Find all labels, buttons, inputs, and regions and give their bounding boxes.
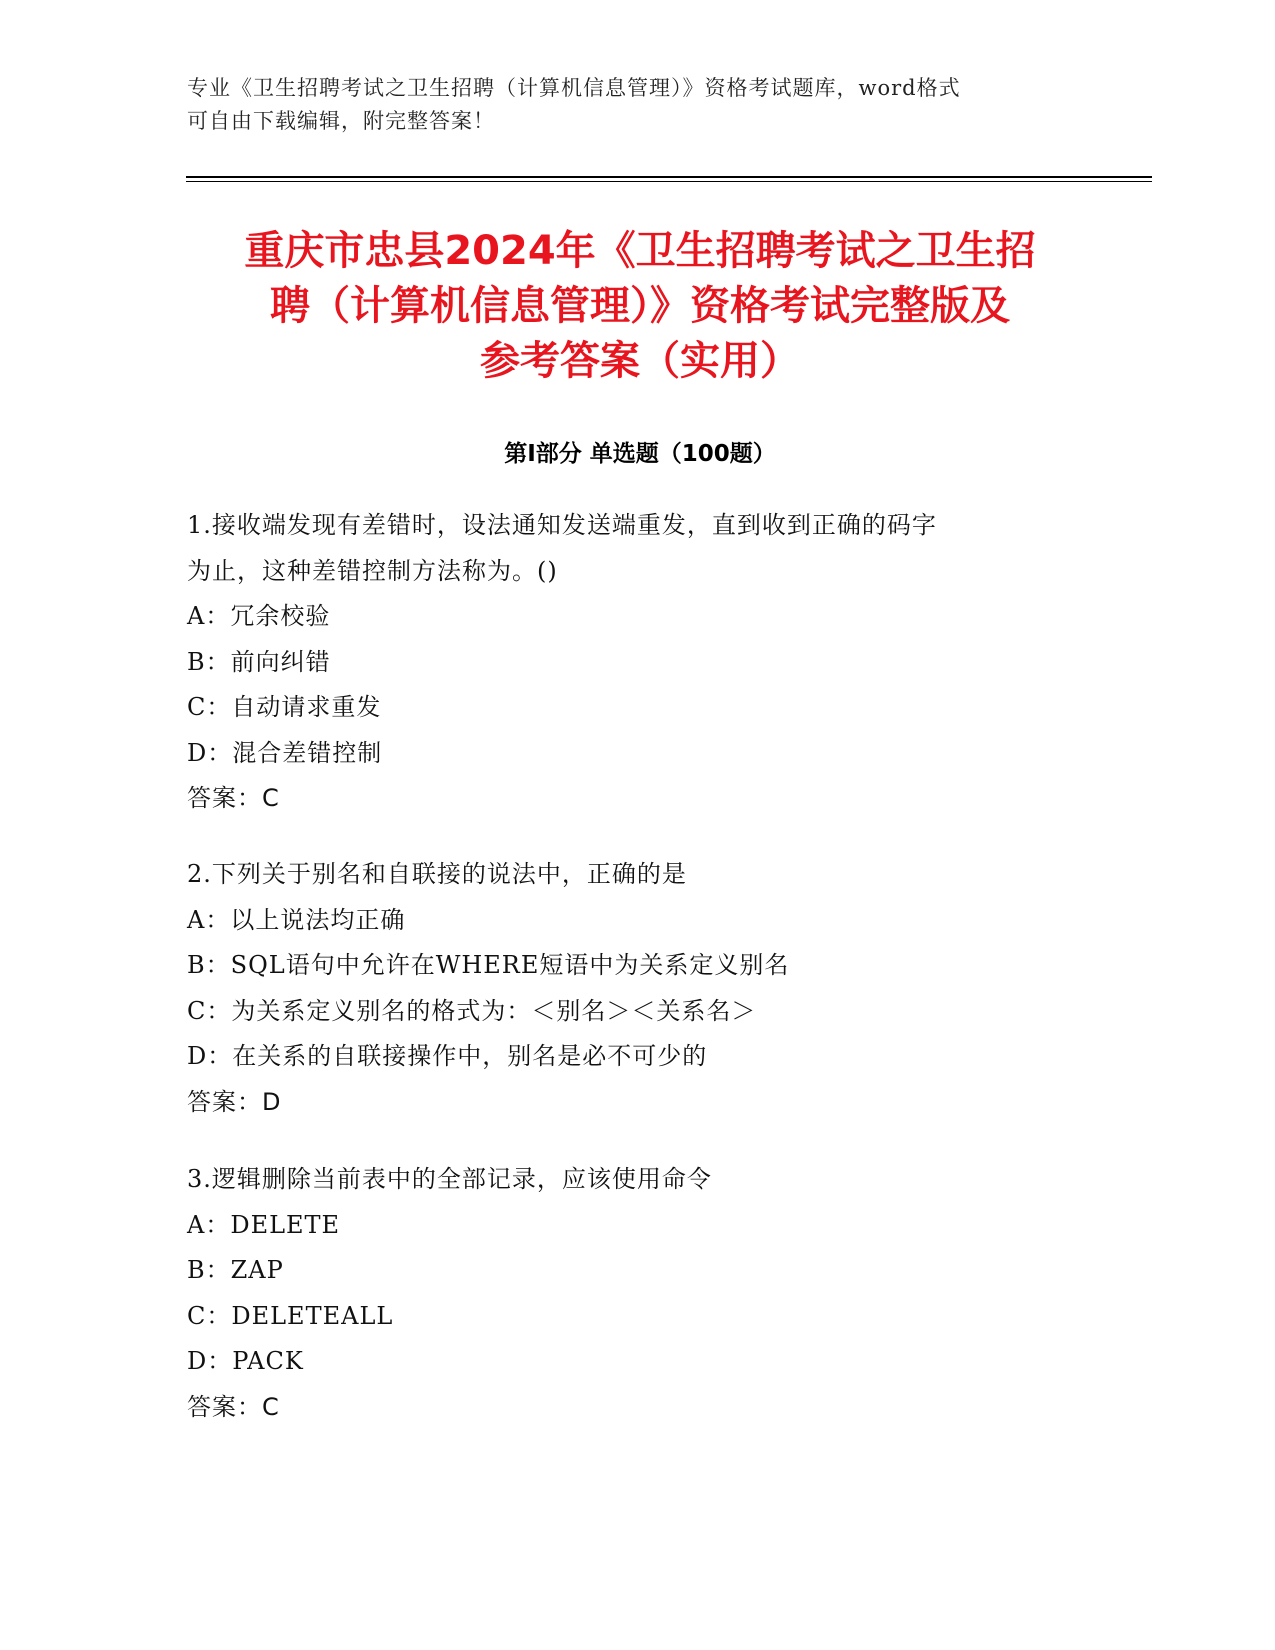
- option-b: B：ZAP: [187, 1256, 284, 1284]
- answer-line: 答案：D: [187, 1087, 282, 1116]
- option-a: A：冗余校验: [187, 602, 331, 630]
- question-2: [187, 852, 1087, 1125]
- question-stem-line: 2.下列关于别名和自联接的说法中，正确的是: [187, 860, 687, 888]
- answer-line: 答案：C: [187, 1392, 280, 1421]
- option-c: C：自动请求重发: [187, 693, 382, 721]
- option-d: D：混合差错控制: [187, 738, 383, 767]
- option-d: D：PACK: [187, 1347, 304, 1375]
- title-line-3: 参考答案（实用）: [480, 338, 800, 384]
- question-3: [187, 1157, 1087, 1430]
- document-title: [160, 224, 1120, 389]
- header-note-line-2: 可自由下载编辑，附完整答案！: [187, 109, 495, 133]
- question-1: [187, 503, 1087, 822]
- option-b: B：前向纠错: [187, 647, 331, 676]
- header-note: [187, 72, 1087, 138]
- option-c: C：DELETEALL: [187, 1301, 394, 1330]
- title-line-1: 重庆市忠县2024年《卫生招聘考试之卫生招: [244, 228, 1036, 274]
- option-a: A：以上说法均正确: [187, 905, 406, 934]
- option-d: D：在关系的自联接操作中，别名是必不可少的: [187, 1042, 708, 1070]
- option-a: A：DELETE: [187, 1210, 341, 1239]
- header-divider-thick: [186, 176, 1152, 178]
- title-line-2: 聘（计算机信息管理）》资格考试完整版及: [270, 283, 1010, 329]
- header-divider-thin: [186, 181, 1152, 182]
- question-stem-line: 3.逻辑删除当前表中的全部记录，应该使用命令: [187, 1165, 712, 1193]
- question-stem-line: 1.接收端发现有差错时，设法通知发送端重发，直到收到正确的码字: [187, 511, 937, 539]
- option-b: B：SQL语句中允许在WHERE短语中为关系定义别名: [187, 951, 790, 979]
- answer-line: 答案：C: [187, 784, 280, 812]
- option-c: C：为关系定义别名的格式为：＜别名＞＜关系名＞: [187, 996, 757, 1025]
- question-stem-line: 为止，这种差错控制方法称为。(): [187, 556, 558, 585]
- section-heading: 第Ⅰ部分 单选题（100题）: [504, 441, 776, 467]
- header-note-line-1: 专业《卫生招聘考试之卫生招聘（计算机信息管理）》资格考试题库，word格式: [187, 76, 961, 100]
